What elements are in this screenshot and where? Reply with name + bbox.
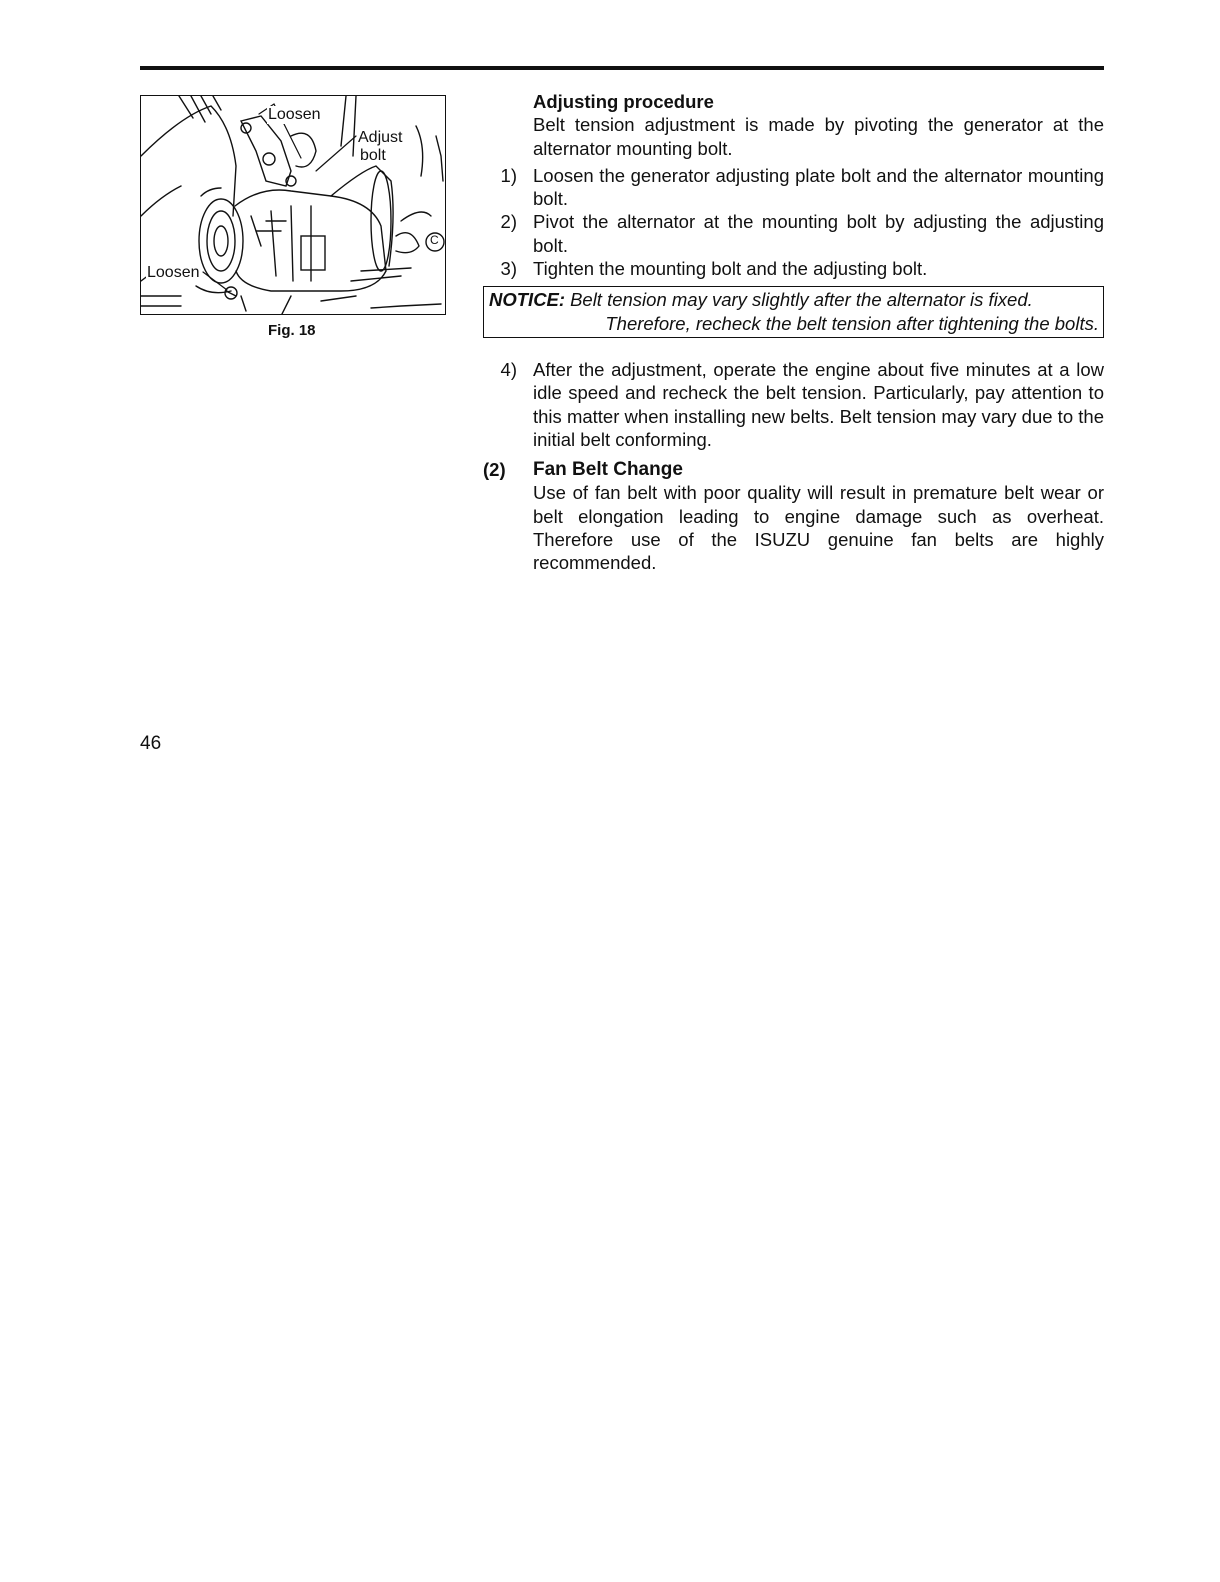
step-number: 3) <box>500 258 517 280</box>
step-number: 4) <box>500 358 517 380</box>
fan-belt-text: Use of fan belt with poor quality will result in premature belt wear or belt elongation leading to engine damage such as overheat. Therefore use of the ISUZU genuine fan belts are highly recommended. <box>533 482 1104 574</box>
step-number: 2) <box>500 211 517 233</box>
section-title: Fan Belt Change <box>533 459 683 481</box>
notice-box <box>483 286 1104 338</box>
bolt-label: bolt <box>360 147 386 164</box>
step-text: Pivot the alternator at the mounting bolt by adjusting the adjusting bolt. <box>533 211 1104 256</box>
step-text: After the adjustment, operate the engine about five minutes at a low idle speed and recheck the belt tension. Particularly, pay attention to this matter when installing new belts. Belt tension may vary due to the initial belt conforming. <box>533 358 1104 450</box>
circle-c-mark: C <box>430 233 439 247</box>
step-item <box>483 164 1104 211</box>
notice-text <box>570 288 1099 335</box>
notice-line-1: Belt tension may vary slightly after the alternator is fixed. <box>570 289 1033 311</box>
step-text: Tighten the mounting bolt and the adjusting bolt. <box>533 258 928 280</box>
step-number: 1) <box>500 164 517 186</box>
step-item <box>483 257 1104 280</box>
main-text <box>483 90 1104 575</box>
section-number: (2) <box>483 459 506 481</box>
notice-label: NOTICE: <box>489 289 566 311</box>
step-item <box>483 210 1104 257</box>
figure-18 <box>140 95 446 315</box>
figure-caption: Fig. 18 <box>268 322 316 339</box>
fan-belt-section-header <box>483 458 1104 481</box>
adjusting-heading: Adjusting procedure <box>533 91 714 112</box>
step-item <box>483 358 1104 451</box>
notice-line-2: Therefore, recheck the belt tension after tightening the bolts. <box>605 312 1099 334</box>
step-text: Loosen the generator adjusting plate bolt and the alternator mounting bolt. <box>533 164 1104 210</box>
top-rule <box>140 66 1104 70</box>
adjust-label: Adjust <box>358 129 403 146</box>
adjusting-intro: Belt tension adjustment is made by pivoting the generator at the alternator mounting bolt. <box>533 114 1104 159</box>
loosen-label-left: Loosen <box>147 264 200 281</box>
loosen-label-top: Loosen <box>268 106 321 123</box>
page-number: 46 <box>140 733 162 754</box>
